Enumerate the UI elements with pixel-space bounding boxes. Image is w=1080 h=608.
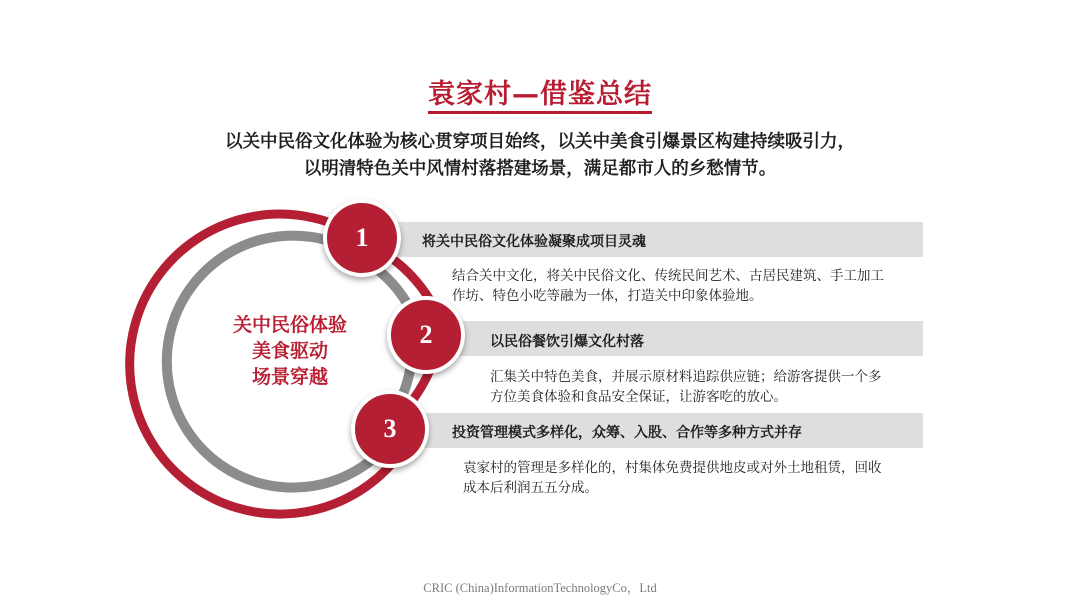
center-line-2: 美食驱动 [251,340,328,362]
item-2-desc-line-2: 方位美食体验和食品安全保证，让游客吃的放心。 [490,389,787,405]
item-2-badge: 2 [387,296,465,374]
item-3-desc-line-1: 袁家村的管理是多样化的，村集体免费提供地皮或对外土地租赁，回收 [463,460,882,476]
item-3-desc [463,458,882,498]
subtitle-line-2: 以明清特色关中风情村落搭建场景，满足都市人的乡愁情节。 [303,159,777,179]
item-3-desc-line-2: 成本后利润五五分成。 [463,480,598,496]
footer-company: CRIC (China)InformationTechnologyCo，Ltd [423,581,657,595]
item-1-badge: 1 [323,199,401,277]
item-2-desc-line-1: 汇集关中特色美食，并展示原材料追踪供应链；给游客提供一个多 [490,369,882,385]
center-line-1: 关中民俗体验 [232,314,347,336]
item-1-desc-line-1: 结合关中文化，将关中民俗文化、传统民间艺术、古居民建筑、手工加工 [452,268,884,284]
item-1-desc [452,266,884,306]
item-1-heading: 将关中民俗文化体验凝聚成项目灵魂 [422,234,646,250]
item-2-heading: 以民俗餐饮引爆文化村落 [490,334,644,350]
item-1-desc-line-2: 作坊、特色小吃等融为一体，打造关中印象体验地。 [452,288,763,304]
item-2-desc [490,367,882,407]
item-3-heading: 投资管理模式多样化，众筹、入股、合作等多种方式并存 [452,425,802,441]
page-title-text: 袁家村—借鉴总结 [428,79,652,114]
item-3-badge: 3 [351,390,429,468]
subtitle-line-1: 以关中民俗文化体验为核心贯穿项目始终，以关中美食引爆景区构建持续吸引力， [225,132,855,152]
center-line-3: 场景穿越 [251,366,328,388]
